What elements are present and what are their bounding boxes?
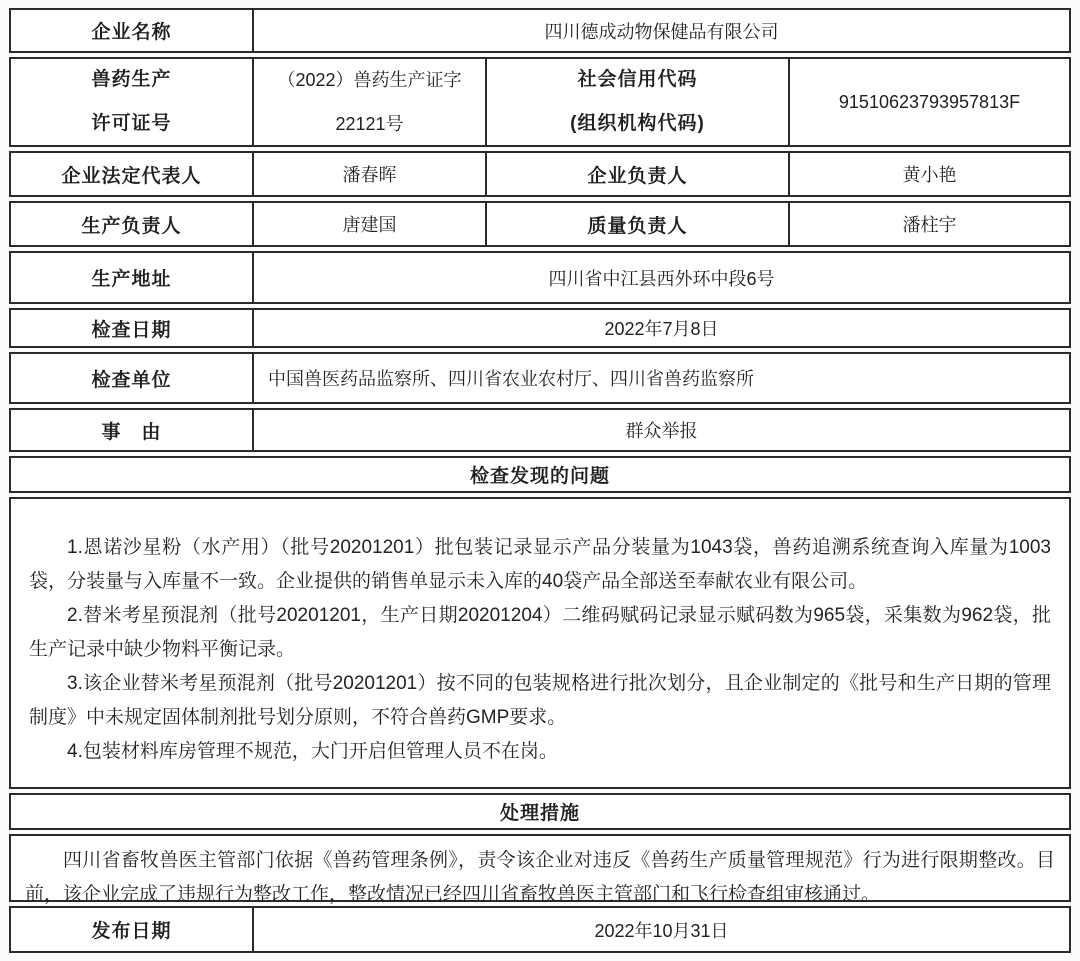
license-value bbox=[252, 59, 485, 145]
enterprise-head-label: 企业负责人 bbox=[485, 153, 788, 195]
inspection-unit-label: 检查单位 bbox=[91, 369, 172, 391]
row-inspection-unit bbox=[9, 352, 1071, 404]
row-measures-header bbox=[9, 793, 1071, 830]
quality-manager-label: 质量负责人 bbox=[485, 203, 788, 245]
company-name-value: 四川德成动物保健品有限公司 bbox=[252, 10, 1069, 51]
row-publish-date bbox=[9, 906, 1071, 953]
license-label-line2: 许可证号 bbox=[91, 113, 172, 134]
row-production-manager bbox=[9, 201, 1071, 247]
problem-item-1: 1.恩诺沙星粉（水产用）（批号20201201）批包装记录显示产品分装量为1043袋，兽药追溯系统查询入库量为1003袋，分装量与入库量不一致。企业提供的销售单显示未入库的40袋产品全部送至奉献农业有限公司。 bbox=[29, 537, 1051, 592]
measures-body bbox=[9, 834, 1071, 905]
row-production-address bbox=[9, 251, 1071, 304]
inspection-report-table bbox=[9, 8, 1071, 953]
company-name-label: 企业名称 bbox=[91, 22, 172, 43]
reason-value: 群众举报 bbox=[252, 410, 1069, 450]
measures-text: 四川省畜牧兽医主管部门依据《兽药管理条例》，责令该企业对违反《兽药生产质量管理规范》行为进行限期整改。目前，该企业完成了违规行为整改工作，整改情况已经四川省畜牧兽医主管部门和飞行检查组审核通过。 bbox=[25, 850, 1055, 905]
problem-item-3: 3.该企业替米考星预混剂（批号20201201）按不同的包装规格进行批次划分，且企业制定的《批号和生产日期的管理制度》中未规定固体制剂批号划分原则，不符合兽药GMP要求。 bbox=[29, 673, 1051, 728]
production-address-value: 四川省中江县西外环中段6号 bbox=[252, 253, 1069, 302]
license-value-line1: （2022）兽药生产证字 bbox=[277, 70, 462, 90]
credit-code-label bbox=[485, 59, 788, 145]
production-manager-value: 唐建国 bbox=[252, 203, 485, 245]
legal-rep-label: 企业法定代表人 bbox=[61, 165, 202, 187]
problems-header: 检查发现的问题 bbox=[469, 466, 610, 487]
credit-code-label-line2: (组织机构代码) bbox=[570, 113, 705, 134]
problem-item-4: 4.包装材料库房管理不规范，大门开启但管理人员不在岗。 bbox=[67, 741, 558, 762]
license-label bbox=[11, 59, 252, 145]
credit-code-value: 91510623793957813F bbox=[788, 59, 1069, 145]
row-problems-header bbox=[9, 456, 1071, 493]
problems-body bbox=[9, 497, 1071, 789]
license-label-line1: 兽药生产 bbox=[91, 69, 172, 90]
reason-label: 事 由 bbox=[101, 421, 162, 443]
publish-date-label: 发布日期 bbox=[91, 921, 172, 942]
legal-rep-value: 潘春晖 bbox=[252, 153, 485, 195]
license-value-line2: 22121号 bbox=[335, 114, 404, 134]
row-license bbox=[9, 57, 1071, 147]
enterprise-head-value: 黄小艳 bbox=[788, 153, 1069, 195]
row-legal-representative bbox=[9, 151, 1071, 197]
row-inspection-date bbox=[9, 308, 1071, 348]
production-address-label: 生产地址 bbox=[91, 269, 172, 290]
publish-date-value: 2022年10月31日 bbox=[252, 908, 1069, 951]
credit-code-label-line1: 社会信用代码 bbox=[577, 69, 698, 90]
measures-header: 处理措施 bbox=[499, 803, 580, 824]
row-reason bbox=[9, 408, 1071, 452]
problem-item-2: 2.替米考星预混剂（批号20201201，生产日期20201204）二维码赋码记录显示赋码数为965袋，采集数为962袋，批生产记录中缺少物料平衡记录。 bbox=[29, 605, 1051, 660]
inspection-unit-value: 中国兽医药品监察所、四川省农业农村厅、四川省兽药监察所 bbox=[252, 354, 1069, 402]
row-company-name bbox=[9, 8, 1071, 53]
production-manager-label: 生产负责人 bbox=[81, 215, 182, 237]
inspection-date-value: 2022年7月8日 bbox=[252, 310, 1069, 346]
inspection-date-label: 检查日期 bbox=[91, 319, 172, 341]
quality-manager-value: 潘柱宇 bbox=[788, 203, 1069, 245]
